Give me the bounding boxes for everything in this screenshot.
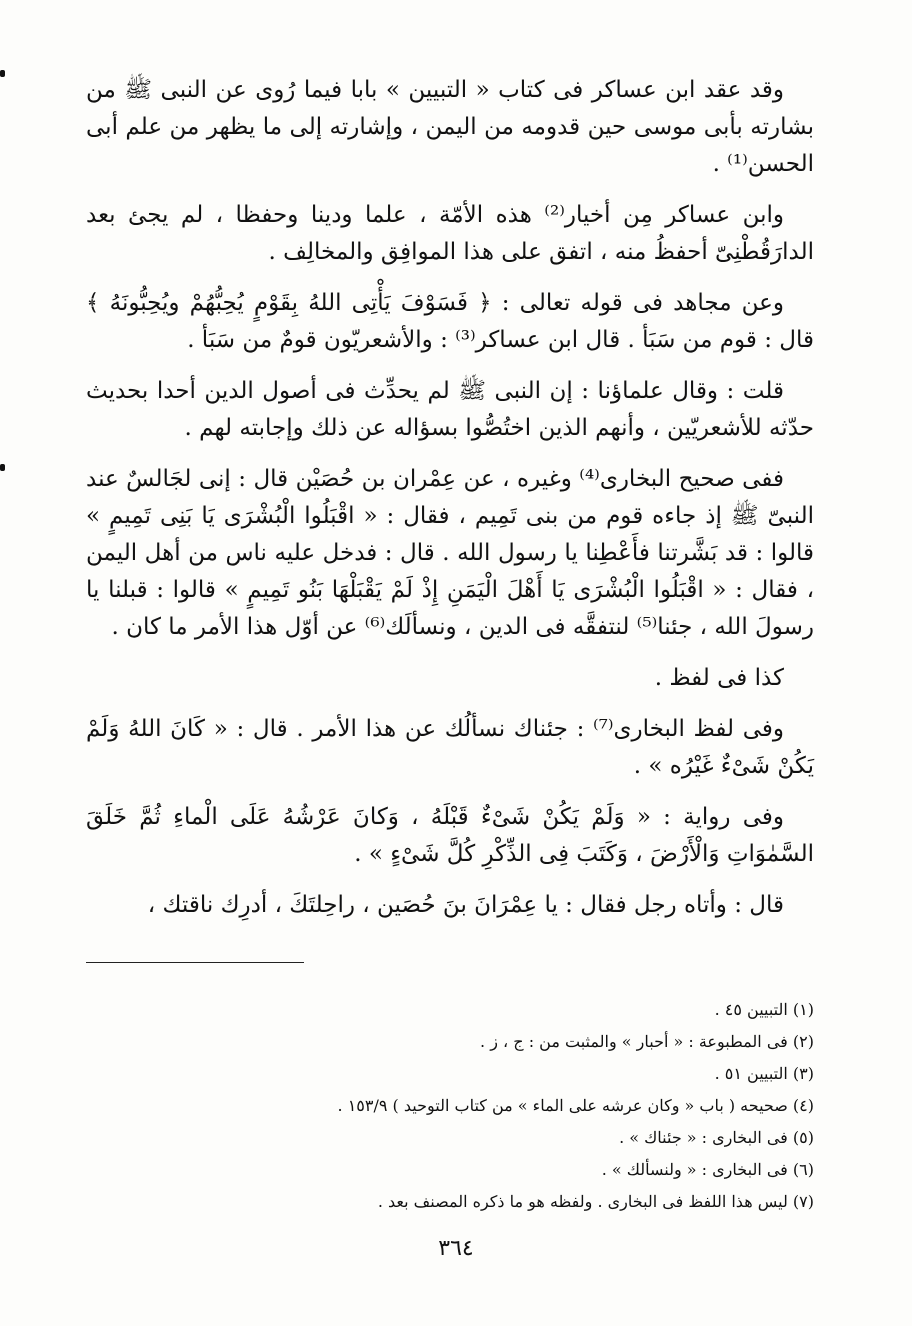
- footnote-1: (١) التبيين ٤٥ .: [714, 1000, 814, 1019]
- footnote-4: (٤) صحيحه ( باب « وكان عرشه على الماء » من كتاب التوحيد ) ١٥٣/٩ .: [337, 1096, 814, 1115]
- paragraph-9: قال : وأتاه رجل فقال : يا عِمْرَانَ بنَ حُصَين ، راحِلتَكَ ، أدرِك ناقتك ،: [147, 892, 784, 918]
- paragraph-7: وفى لفظ البخارى⁽⁷⁾ : جئناك نسألُك عن هذا الأمر . قال : « كَانَ اللهُ وَلَمْ يَكُنْ شَىْءٌ غَيْرُه » .: [86, 716, 814, 779]
- margin-mark-top: [0, 70, 5, 77]
- paragraph-8: وفى رواية : « وَلَمْ يَكُنْ شَىْءٌ قَبْلَهُ ، وَكانَ عَرْشُهُ عَلَى الْماءِ ثُمَّ خَلَقَ السَّمٰوَاتِ وَالْأَرْضَ ، وَكَتَبَ فِى الذِّكْرِ كُلَّ شَىْءٍ » .: [86, 804, 814, 867]
- footnote-7: (٧) ليس هذا اللفظ فى البخارى . ولفظه هو ما ذكره المصنف بعد .: [377, 1192, 814, 1211]
- footnote-3: (٣) التبيين ٥١ .: [714, 1064, 814, 1083]
- page-number: ٣٦٤: [438, 1236, 474, 1261]
- paragraph-1: وقد عقد ابن عساكر فى كتاب « التبيين » بابا فيما رُوى عن النبى ﷺ من بشارته بأبى موسى حين قدومه من اليمن ، وإشارته إلى ما يظهر من علم أبى الحسن⁽¹⁾ .: [86, 77, 814, 177]
- footnote-divider: [86, 962, 304, 963]
- footnote-6: (٦) فى البخارى : « ولنسألك » .: [601, 1160, 814, 1179]
- paragraph-5: ففى صحيح البخارى⁽⁴⁾ وغيره ، عن عِمْران بن حُصَيْن قال : إنى لجَالسٌ عند النبىّ ﷺ إذ جاءه قوم من بنى تَمِيم ، فقال : « اقْبَلُوا الْبُشْرَى يَا بَنِى تَمِيمٍ » قالوا : قد بَشَّرتنا فأَعْطِنا يا رسول الله . قال : فدخل عليه ناس من أهل اليمن ، فقال : « اقْبَلُوا الْبُشْرَى يَا أَهْلَ الْيَمَنِ إِذْ لَمْ يَقْبَلْهَا بَنُو تَمِيمٍ » قالوا : قبلنا يا رسولَ الله ، جئنا⁽⁵⁾ لنتفقَّه فى الدين ، ونسألَك⁽⁶⁾ عن أوّل هذا الأمر ما كان .: [86, 466, 814, 640]
- main-text: [86, 72, 814, 924]
- paragraph-2: وابن عساكر مِن أخيار⁽²⁾ هذه الأمّة ، علما ودينا وحفظا ، لم يجئ بعد الدارَقُطْنِىّ أحفظُ منه ، اتفق على هذا الموافِق والمخالِف .: [86, 202, 814, 265]
- footnote-5: (٥) فى البخارى : « جئناك » .: [619, 1128, 814, 1147]
- footnote-2: (٢) فى المطبوعة : « أحبار » والمثبت من : ج ، ز .: [480, 1032, 814, 1051]
- footnotes: [86, 994, 814, 1218]
- paragraph-3: وعن مجاهد فى قوله تعالى : ﴿ فَسَوْفَ يَأْتِى اللهُ بِقَوْمٍ يُحِبُّهُمْ ويُحِبُّونَهُ ﴾ قال : قوم من سَبَأ . قال ابن عساكر⁽³⁾ : والأشعريّون قومٌ من سَبَأ .: [86, 290, 814, 353]
- paragraph-6: كذا فى لفظ .: [654, 665, 784, 691]
- margin-mark-middle: [0, 464, 5, 471]
- paragraph-4: قلت : وقال علماؤنا : إن النبى ﷺ لم يحدِّث فى أصول الدين أحدا بحديث حدّثه للأشعريّين ، وأنهم الذين اختُصُّوا بسؤاله عن ذلك وإجابته لهم .: [86, 378, 814, 441]
